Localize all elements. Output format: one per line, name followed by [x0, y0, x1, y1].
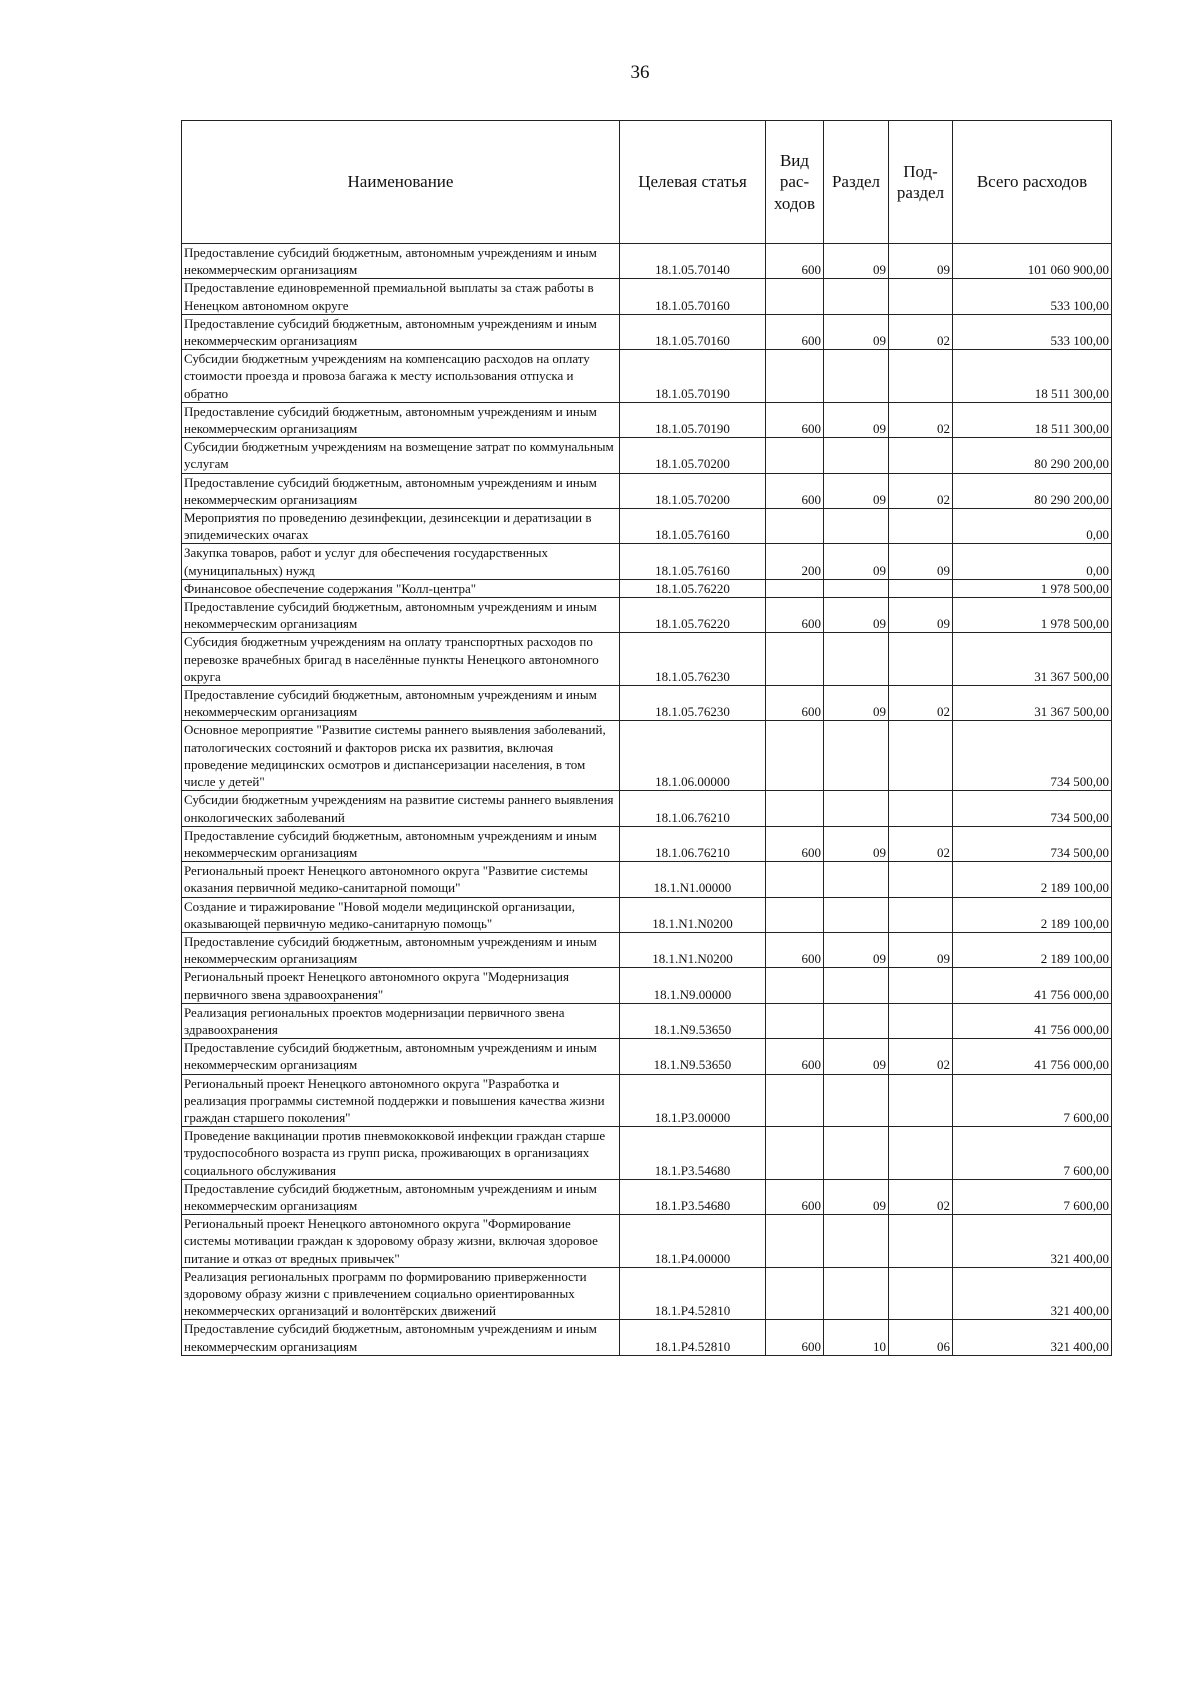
cell-name: Основное мероприятие "Развитие системы раннего выявления заболеваний, патологических состояний и факторов риска их развития, включая проведение медицинских осмотров и диспансеризации населения, в том числе у детей": [182, 721, 620, 791]
cell-total: 1 978 500,00: [953, 579, 1112, 597]
cell-target: 18.1.05.76220: [620, 579, 766, 597]
cell-subsection: [889, 897, 953, 932]
table-row: [182, 897, 1112, 932]
cell-target: 18.1.05.76230: [620, 633, 766, 686]
cell-total: 7 600,00: [953, 1074, 1112, 1127]
cell-subsection: 06: [889, 1320, 953, 1355]
cell-subsection: 02: [889, 473, 953, 508]
cell-kind: [766, 438, 824, 473]
cell-name: Проведение вакцинации против пневмококковой инфекции граждан старше трудоспособного возраста из групп риска, проживающих в организациях социального обслуживания: [182, 1127, 620, 1180]
cell-subsection: [889, 721, 953, 791]
table-row: [182, 932, 1112, 967]
cell-name: Региональный проект Ненецкого автономного округа "Формирование системы мотивации граждан к здоровому образу жизни, включая здоровое питание и отказ от вредных привычек": [182, 1215, 620, 1268]
cell-kind: 600: [766, 1179, 824, 1214]
cell-kind: [766, 1074, 824, 1127]
table-row: [182, 350, 1112, 403]
cell-kind: 600: [766, 1039, 824, 1074]
cell-name: Предоставление субсидий бюджетным, автономным учреждениям и иным некоммерческим организациям: [182, 1320, 620, 1355]
cell-target: 18.1.05.76160: [620, 544, 766, 579]
cell-target: 18.1.N9.00000: [620, 968, 766, 1003]
cell-kind: [766, 897, 824, 932]
table-row: [182, 1320, 1112, 1355]
cell-section: 09: [824, 686, 889, 721]
cell-section: [824, 1127, 889, 1180]
cell-subsection: 09: [889, 598, 953, 633]
header-total: Всего расходов: [953, 121, 1112, 244]
cell-kind: [766, 1215, 824, 1268]
cell-section: [824, 1003, 889, 1038]
cell-subsection: [889, 1267, 953, 1320]
cell-section: [824, 721, 889, 791]
cell-subsection: [889, 1003, 953, 1038]
cell-subsection: 02: [889, 1039, 953, 1074]
cell-total: 734 500,00: [953, 721, 1112, 791]
cell-name: Создание и тиражирование "Новой модели медицинской организации, оказывающей первичную медико-санитарную помощь": [182, 897, 620, 932]
header-target: Целевая статья: [620, 121, 766, 244]
cell-total: 734 500,00: [953, 826, 1112, 861]
cell-total: 7 600,00: [953, 1127, 1112, 1180]
cell-name: Региональный проект Ненецкого автономного округа "Развитие системы оказания первичной медико-санитарной помощи": [182, 862, 620, 897]
cell-target: 18.1.06.76210: [620, 826, 766, 861]
cell-subsection: [889, 1074, 953, 1127]
cell-name: Закупка товаров, работ и услуг для обеспечения государственных (муниципальных) нужд: [182, 544, 620, 579]
table-header-row: [182, 121, 1112, 244]
header-subsection: Под-раздел: [889, 121, 953, 244]
cell-total: 321 400,00: [953, 1267, 1112, 1320]
table-row: [182, 1003, 1112, 1038]
cell-total: 41 756 000,00: [953, 968, 1112, 1003]
cell-name: Реализация региональных проектов модернизации первичного звена здравоохранения: [182, 1003, 620, 1038]
cell-section: [824, 1215, 889, 1268]
cell-total: 533 100,00: [953, 279, 1112, 314]
cell-target: 18.1.05.70190: [620, 402, 766, 437]
cell-subsection: 09: [889, 932, 953, 967]
cell-kind: [766, 350, 824, 403]
cell-total: 0,00: [953, 544, 1112, 579]
cell-target: 18.1.N9.53650: [620, 1003, 766, 1038]
table-row: [182, 1039, 1112, 1074]
cell-kind: 600: [766, 686, 824, 721]
cell-kind: 600: [766, 1320, 824, 1355]
cell-total: 80 290 200,00: [953, 473, 1112, 508]
cell-total: 41 756 000,00: [953, 1039, 1112, 1074]
cell-target: 18.1.05.70190: [620, 350, 766, 403]
cell-target: 18.1.P4.52810: [620, 1320, 766, 1355]
cell-kind: [766, 968, 824, 1003]
cell-section: [824, 791, 889, 826]
cell-section: 09: [824, 1179, 889, 1214]
table-row: [182, 244, 1112, 279]
cell-total: 18 511 300,00: [953, 402, 1112, 437]
cell-name: Предоставление субсидий бюджетным, автономным учреждениям и иным некоммерческим организациям: [182, 402, 620, 437]
cell-name: Предоставление субсидий бюджетным, автономным учреждениям и иным некоммерческим организациям: [182, 826, 620, 861]
cell-name: Предоставление субсидий бюджетным, автономным учреждениям и иным некоммерческим организациям: [182, 932, 620, 967]
table-row: [182, 579, 1112, 597]
cell-subsection: 02: [889, 402, 953, 437]
cell-section: [824, 350, 889, 403]
cell-kind: 600: [766, 598, 824, 633]
cell-name: Финансовое обеспечение содержания "Колл-центра": [182, 579, 620, 597]
cell-kind: 600: [766, 402, 824, 437]
cell-kind: 600: [766, 314, 824, 349]
header-section: Раздел: [824, 121, 889, 244]
table-row: [182, 598, 1112, 633]
cell-name: Предоставление субсидий бюджетным, автономным учреждениям и иным некоммерческим организациям: [182, 686, 620, 721]
cell-total: 31 367 500,00: [953, 686, 1112, 721]
cell-kind: [766, 633, 824, 686]
table-row: [182, 438, 1112, 473]
table-row: [182, 1215, 1112, 1268]
cell-subsection: 02: [889, 826, 953, 861]
cell-name: Предоставление субсидий бюджетным, автономным учреждениям и иным некоммерческим организациям: [182, 1179, 620, 1214]
cell-target: 18.1.05.70140: [620, 244, 766, 279]
table-row: [182, 473, 1112, 508]
cell-section: 09: [824, 826, 889, 861]
cell-kind: 600: [766, 473, 824, 508]
cell-name: Субсидии бюджетным учреждениям на возмещение затрат по коммунальным услугам: [182, 438, 620, 473]
cell-subsection: [889, 633, 953, 686]
cell-section: [824, 1074, 889, 1127]
cell-subsection: [889, 968, 953, 1003]
cell-target: 18.1.05.76230: [620, 686, 766, 721]
cell-target: 18.1.05.70160: [620, 279, 766, 314]
cell-subsection: [889, 1215, 953, 1268]
cell-total: 2 189 100,00: [953, 862, 1112, 897]
cell-kind: 600: [766, 244, 824, 279]
cell-total: 7 600,00: [953, 1179, 1112, 1214]
cell-kind: [766, 579, 824, 597]
cell-name: Предоставление субсидий бюджетным, автономным учреждениям и иным некоммерческим организациям: [182, 314, 620, 349]
cell-total: 0,00: [953, 509, 1112, 544]
cell-name: Предоставление единовременной премиальной выплаты за стаж работы в Ненецком автономном округе: [182, 279, 620, 314]
cell-total: 101 060 900,00: [953, 244, 1112, 279]
cell-kind: [766, 1003, 824, 1038]
budget-table: [181, 120, 1112, 1356]
cell-subsection: [889, 438, 953, 473]
cell-section: [824, 1267, 889, 1320]
cell-name: Предоставление субсидий бюджетным, автономным учреждениям и иным некоммерческим организациям: [182, 473, 620, 508]
table-row: [182, 402, 1112, 437]
cell-subsection: [889, 350, 953, 403]
table-row: [182, 314, 1112, 349]
cell-section: [824, 509, 889, 544]
cell-section: [824, 633, 889, 686]
cell-kind: 600: [766, 932, 824, 967]
table-row: [182, 968, 1112, 1003]
cell-kind: [766, 1127, 824, 1180]
cell-subsection: 09: [889, 244, 953, 279]
cell-subsection: 09: [889, 544, 953, 579]
cell-subsection: [889, 509, 953, 544]
table-row: [182, 721, 1112, 791]
cell-kind: [766, 721, 824, 791]
cell-section: 10: [824, 1320, 889, 1355]
cell-kind: [766, 279, 824, 314]
table-row: [182, 826, 1112, 861]
cell-name: Мероприятия по проведению дезинфекции, дезинсекции и дератизации в эпидемических очагах: [182, 509, 620, 544]
cell-subsection: 02: [889, 686, 953, 721]
cell-name: Субсидия бюджетным учреждениям на оплату транспортных расходов по перевозке врачебных бригад в населённые пункты Ненецкого автономного округа: [182, 633, 620, 686]
cell-section: 09: [824, 598, 889, 633]
cell-kind: [766, 862, 824, 897]
cell-target: 18.1.N1.N0200: [620, 932, 766, 967]
cell-total: 321 400,00: [953, 1215, 1112, 1268]
table-row: [182, 1127, 1112, 1180]
cell-target: 18.1.P3.54680: [620, 1179, 766, 1214]
cell-name: Предоставление субсидий бюджетным, автономным учреждениям и иным некоммерческим организациям: [182, 1039, 620, 1074]
cell-section: [824, 897, 889, 932]
cell-target: 18.1.05.76220: [620, 598, 766, 633]
table-row: [182, 862, 1112, 897]
cell-section: 09: [824, 244, 889, 279]
cell-total: 321 400,00: [953, 1320, 1112, 1355]
header-kind: Вид рас-ходов: [766, 121, 824, 244]
cell-section: [824, 862, 889, 897]
cell-section: 09: [824, 473, 889, 508]
cell-total: 1 978 500,00: [953, 598, 1112, 633]
cell-section: 09: [824, 1039, 889, 1074]
cell-name: Предоставление субсидий бюджетным, автономным учреждениям и иным некоммерческим организациям: [182, 244, 620, 279]
cell-section: [824, 438, 889, 473]
cell-target: 18.1.P3.00000: [620, 1074, 766, 1127]
cell-kind: [766, 1267, 824, 1320]
cell-total: 31 367 500,00: [953, 633, 1112, 686]
cell-target: 18.1.05.70160: [620, 314, 766, 349]
table-body: [182, 244, 1112, 1356]
table-row: [182, 509, 1112, 544]
table-row: [182, 279, 1112, 314]
cell-subsection: [889, 279, 953, 314]
cell-kind: [766, 509, 824, 544]
cell-target: 18.1.N9.53650: [620, 1039, 766, 1074]
cell-total: 2 189 100,00: [953, 932, 1112, 967]
page-number: 36: [630, 62, 650, 83]
cell-section: 09: [824, 932, 889, 967]
cell-section: 09: [824, 314, 889, 349]
cell-subsection: [889, 862, 953, 897]
cell-target: 18.1.05.70200: [620, 438, 766, 473]
cell-section: [824, 579, 889, 597]
cell-target: 18.1.P3.54680: [620, 1127, 766, 1180]
cell-kind: [766, 791, 824, 826]
cell-target: 18.1.N1.00000: [620, 862, 766, 897]
cell-section: 09: [824, 544, 889, 579]
cell-name: Предоставление субсидий бюджетным, автономным учреждениям и иным некоммерческим организациям: [182, 598, 620, 633]
cell-target: 18.1.05.70200: [620, 473, 766, 508]
cell-name: Региональный проект Ненецкого автономного округа "Модернизация первичного звена здравоохранения": [182, 968, 620, 1003]
cell-target: 18.1.05.76160: [620, 509, 766, 544]
cell-section: [824, 279, 889, 314]
cell-total: 18 511 300,00: [953, 350, 1112, 403]
cell-section: [824, 968, 889, 1003]
table-row: [182, 633, 1112, 686]
cell-subsection: [889, 1127, 953, 1180]
table-row: [182, 686, 1112, 721]
header-name: Наименование: [182, 121, 620, 244]
cell-target: 18.1.06.76210: [620, 791, 766, 826]
cell-total: 533 100,00: [953, 314, 1112, 349]
cell-kind: 600: [766, 826, 824, 861]
table-row: [182, 544, 1112, 579]
cell-name: Субсидии бюджетным учреждениям на компенсацию расходов на оплату стоимости проезда и провоза багажа к месту использования отпуска и обратно: [182, 350, 620, 403]
table-row: [182, 791, 1112, 826]
cell-target: 18.1.N1.N0200: [620, 897, 766, 932]
table-row: [182, 1074, 1112, 1127]
table-row: [182, 1179, 1112, 1214]
table-row: [182, 1267, 1112, 1320]
cell-name: Субсидии бюджетным учреждениям на развитие системы раннего выявления онкологических заболеваний: [182, 791, 620, 826]
cell-target: 18.1.06.00000: [620, 721, 766, 791]
cell-section: 09: [824, 402, 889, 437]
cell-subsection: 02: [889, 1179, 953, 1214]
cell-name: Региональный проект Ненецкого автономного округа "Разработка и реализация программы системной поддержки и повышения качества жизни граждан старшего поколения": [182, 1074, 620, 1127]
cell-target: 18.1.P4.52810: [620, 1267, 766, 1320]
cell-target: 18.1.P4.00000: [620, 1215, 766, 1268]
cell-total: 734 500,00: [953, 791, 1112, 826]
cell-subsection: [889, 791, 953, 826]
cell-total: 2 189 100,00: [953, 897, 1112, 932]
cell-subsection: 02: [889, 314, 953, 349]
cell-total: 41 756 000,00: [953, 1003, 1112, 1038]
cell-kind: 200: [766, 544, 824, 579]
cell-name: Реализация региональных программ по формированию приверженности здоровому образу жизни с привлечением социально ориентированных некоммерческих организаций и волонтёрских движений: [182, 1267, 620, 1320]
cell-total: 80 290 200,00: [953, 438, 1112, 473]
cell-subsection: [889, 579, 953, 597]
